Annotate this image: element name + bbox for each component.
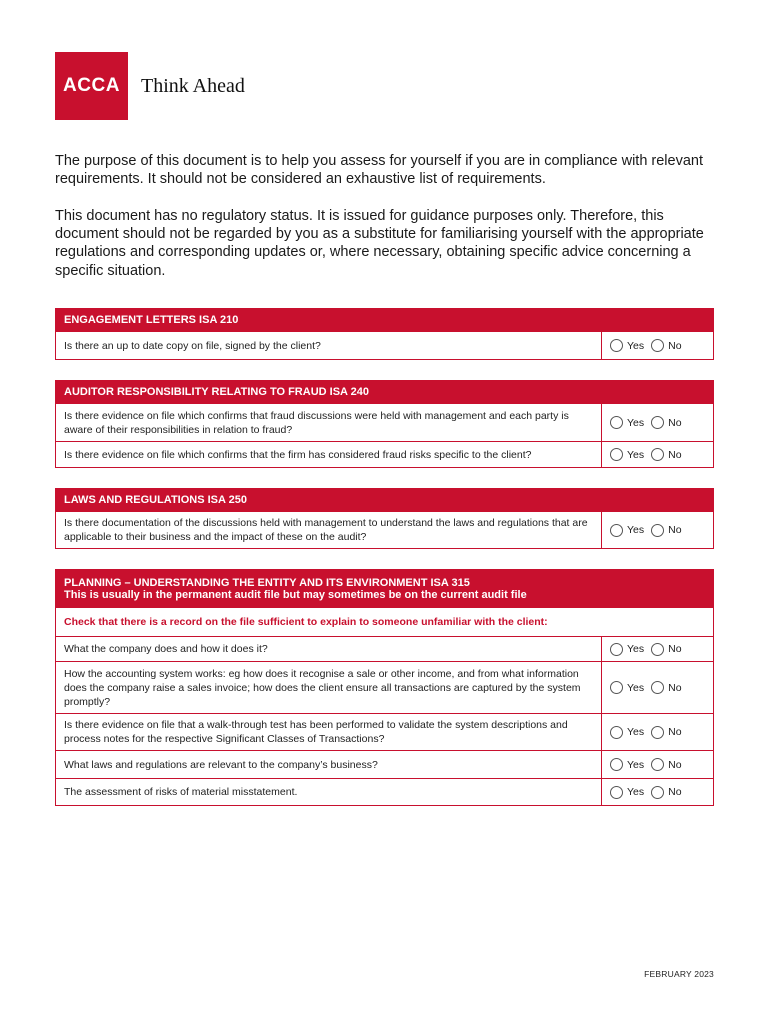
yes-option[interactable] (610, 339, 644, 352)
section-planning (55, 569, 714, 806)
no-label: No (668, 681, 682, 694)
answer-options (602, 404, 713, 441)
no-radio[interactable] (651, 416, 664, 429)
no-radio[interactable] (651, 339, 664, 352)
section-header (56, 570, 713, 607)
yes-label: Yes (627, 681, 645, 694)
yes-label: Yes (627, 339, 645, 352)
tagline: Think Ahead (141, 75, 245, 97)
no-radio[interactable] (651, 448, 664, 461)
yes-label: Yes (627, 726, 645, 738)
section-header (56, 381, 713, 403)
section-laws-regulations (55, 488, 714, 549)
yes-radio[interactable] (610, 339, 623, 352)
yes-option[interactable] (610, 524, 644, 537)
section-note: Check that there is a record on the file sufficient to explain to someone unfamiliar with the client: (56, 607, 713, 636)
section-title: AUDITOR RESPONSIBILITY RELATING TO FRAUD ISA 240 (64, 386, 369, 398)
intro-paragraph-1: The purpose of this document is to help you assess for yourself if you are in compliance with relevant requirements. It should not be considered an exhaustive list of requirements. (55, 153, 703, 188)
answer-options (602, 714, 713, 750)
question-text: What laws and regulations are relevant to the company’s business? (56, 751, 602, 778)
no-option[interactable] (651, 681, 681, 694)
yes-radio[interactable] (610, 643, 623, 656)
no-label: No (668, 758, 682, 771)
yes-label: Yes (627, 786, 645, 798)
yes-option[interactable] (610, 643, 644, 656)
section-header (56, 489, 713, 511)
no-label: No (668, 643, 682, 655)
yes-radio[interactable] (610, 416, 623, 429)
no-label: No (668, 786, 682, 798)
section-title: ENGAGEMENT LETTERS ISA 210 (64, 314, 239, 326)
yes-option[interactable] (610, 416, 644, 429)
question-text: Is there documentation of the discussions held with management to understand the laws and regulations that are applicable to their business and the impact of these on the audit? (56, 512, 602, 548)
yes-radio[interactable] (610, 726, 623, 739)
no-option[interactable] (651, 339, 681, 352)
section-engagement-letters (55, 308, 714, 360)
yes-label: Yes (627, 448, 645, 461)
yes-radio[interactable] (610, 524, 623, 537)
yes-label: Yes (627, 643, 645, 655)
acca-logo (55, 52, 128, 120)
question-text: The assessment of risks of material misstatement. (56, 779, 602, 805)
answer-options (602, 779, 713, 805)
no-option[interactable] (651, 524, 681, 537)
answer-options (602, 662, 713, 713)
question-row (56, 441, 713, 467)
no-label: No (668, 524, 682, 536)
section-subtitle: This is usually in the permanent audit file but may sometimes be on the current audit file (64, 588, 527, 601)
yes-radio[interactable] (610, 786, 623, 799)
no-radio[interactable] (651, 758, 664, 771)
yes-radio[interactable] (610, 448, 623, 461)
section-header (56, 309, 713, 331)
answer-options (602, 442, 713, 467)
yes-option[interactable] (610, 681, 644, 694)
question-row (56, 636, 713, 661)
no-radio[interactable] (651, 681, 664, 694)
question-row (56, 331, 713, 359)
no-label: No (668, 448, 682, 461)
yes-option[interactable] (610, 758, 644, 771)
question-row (56, 661, 713, 713)
section-title: PLANNING – UNDERSTANDING THE ENTITY AND ITS ENVIRONMENT ISA 315 (64, 576, 470, 589)
yes-radio[interactable] (610, 758, 623, 771)
yes-label: Yes (627, 758, 645, 771)
no-option[interactable] (651, 786, 681, 799)
answer-options (602, 332, 713, 359)
no-option[interactable] (651, 726, 681, 739)
question-text: How the accounting system works: eg how does it recognise a sale or other income, and from what information does the company raise a sales invoice; how does the client ensure all transactions are captured by the system promptly? (56, 662, 602, 713)
yes-option[interactable] (610, 786, 644, 799)
question-row (56, 778, 713, 805)
logo-text: ACCA (63, 75, 120, 96)
no-radio[interactable] (651, 643, 664, 656)
question-row (56, 403, 713, 441)
no-label: No (668, 339, 682, 352)
answer-options (602, 512, 713, 548)
yes-option[interactable] (610, 726, 644, 739)
no-label: No (668, 726, 682, 738)
yes-label: Yes (627, 524, 645, 536)
question-text: Is there an up to date copy on file, signed by the client? (56, 332, 602, 359)
question-text: Is there evidence on file that a walk-through test has been performed to validate the system descriptions and process notes for the respective Significant Classes of Transactions? (56, 714, 602, 750)
no-label: No (668, 416, 682, 429)
question-text: Is there evidence on file which confirms that fraud discussions were held with management and each party is aware of their responsibilities in relation to fraud? (56, 404, 602, 441)
question-row (56, 511, 713, 548)
no-option[interactable] (651, 448, 681, 461)
yes-option[interactable] (610, 448, 644, 461)
question-row (56, 750, 713, 778)
no-radio[interactable] (651, 524, 664, 537)
no-radio[interactable] (651, 726, 664, 739)
question-text: What the company does and how it does it? (56, 637, 602, 661)
no-radio[interactable] (651, 786, 664, 799)
no-option[interactable] (651, 416, 681, 429)
yes-label: Yes (627, 416, 645, 429)
no-option[interactable] (651, 758, 681, 771)
question-row (56, 713, 713, 750)
footer-date: FEBRUARY 2023 (644, 969, 714, 979)
no-option[interactable] (651, 643, 681, 656)
section-fraud (55, 380, 714, 468)
yes-radio[interactable] (610, 681, 623, 694)
answer-options (602, 751, 713, 778)
section-title: LAWS AND REGULATIONS ISA 250 (64, 494, 247, 506)
intro-paragraph-2: This document has no regulatory status. It is issued for guidance purposes only. Therefore, this document should not be regarded by you as a substitute for familiarising yourself with the appropriate regulations and corresponding updates or, where necessary, obtaining specific advice concerning a specific situation. (55, 208, 704, 279)
question-text: Is there evidence on file which confirms that the firm has considered fraud risks specific to the client? (56, 442, 602, 467)
answer-options (602, 637, 713, 661)
